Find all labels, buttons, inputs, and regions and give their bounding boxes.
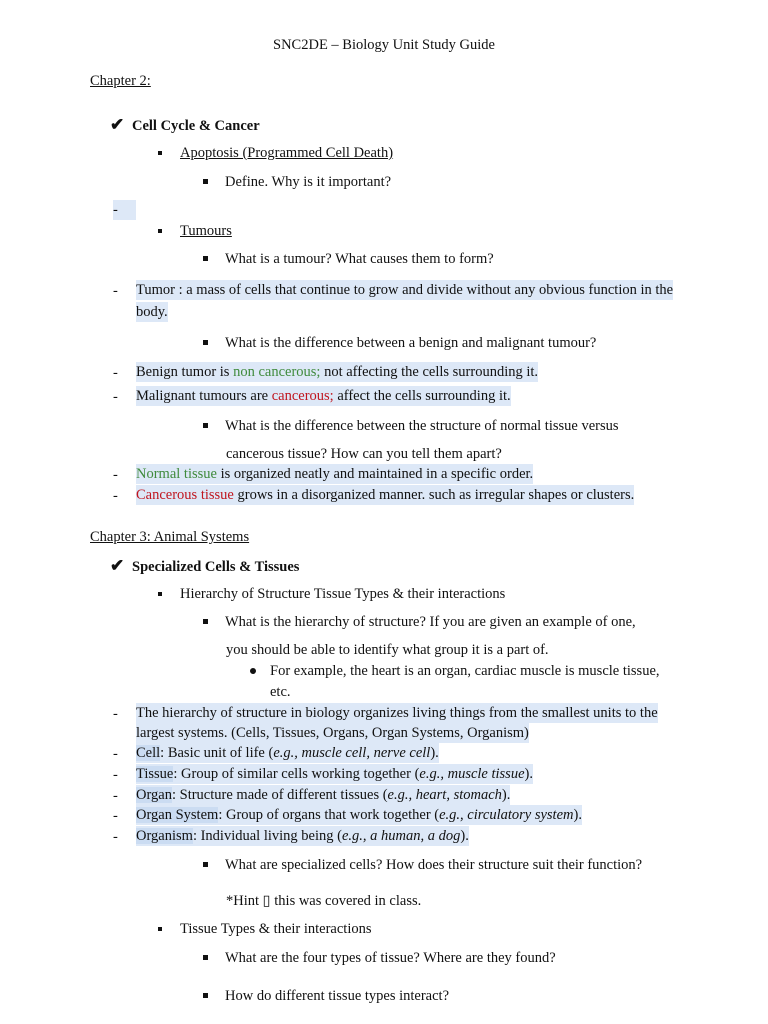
square-bullet-icon — [203, 862, 208, 867]
check-icon: ✔ — [110, 115, 125, 134]
question-text: What are the four types of tissue? Where are they found? — [225, 950, 556, 966]
square-bullet-icon — [203, 179, 208, 184]
question-text: What is the difference between the structure of normal tissue versus — [225, 418, 619, 434]
question-four-tissues — [203, 948, 556, 968]
square-bullet-icon — [203, 256, 208, 261]
square-bullet-icon — [158, 592, 162, 596]
dash-marker: - — [113, 746, 118, 762]
section-cell-cycle — [110, 115, 260, 136]
section-specialized-cells — [110, 556, 299, 577]
answer-text: is organized neatly and maintained in a specific order. — [216, 466, 534, 482]
answer-keyword: Normal tissue — [136, 466, 217, 482]
square-bullet-icon — [203, 955, 208, 960]
dash-marker: - — [113, 283, 118, 299]
question-structure — [203, 416, 619, 436]
dash-marker: - — [113, 365, 118, 381]
definition: : Basic unit of life ( — [160, 745, 274, 761]
answer-hierarchy-line1: The hierarchy of structure in biology organizes living things from the smallest units to the — [136, 705, 658, 721]
topic-label: Hierarchy of Structure Tissue Types & their interactions — [180, 586, 506, 602]
section-label: Cell Cycle & Cancer — [132, 118, 260, 134]
question-hierarchy-cont: you should be able to identify what group it is a part of. — [226, 642, 549, 658]
dash-marker: - — [113, 467, 118, 483]
term: Cell — [136, 745, 161, 761]
definition: : Group of organs that work together ( — [218, 807, 440, 823]
example-item-cont: etc. — [270, 684, 291, 700]
chapter-3-heading: Chapter 3: Animal Systems — [90, 529, 250, 545]
example: e.g., heart, stomach — [387, 787, 502, 803]
example: e.g., a human, a dog — [341, 828, 461, 844]
empty-answer-line — [113, 200, 136, 220]
question-hierarchy — [203, 612, 636, 632]
example: e.g., muscle cell, nerve cell — [273, 745, 431, 761]
dash-marker: - — [113, 829, 118, 845]
question-define — [203, 172, 391, 192]
question-text: How do different tissue types interact? — [225, 988, 450, 1004]
example-item — [250, 661, 660, 681]
dash-marker: - — [113, 706, 118, 722]
topic-apoptosis — [158, 143, 393, 163]
topic-label: Tumours — [180, 223, 232, 239]
square-bullet-icon — [158, 927, 162, 931]
square-bullet-icon — [203, 423, 208, 428]
punctuation: ). — [501, 787, 511, 803]
page-title: SNC2DE – Biology Unit Study Guide — [273, 37, 495, 53]
answer-tumor-def-line2: body. — [136, 304, 168, 320]
answer-organ — [136, 785, 510, 805]
question-text: What is the difference between a benign and malignant tumour? — [225, 335, 597, 351]
square-bullet-icon — [158, 229, 162, 233]
question-text: Define. Why is it important? — [225, 174, 392, 190]
answer-hierarchy-line2: largest systems. (Cells, Tissues, Organs, Organ Systems, Organism) — [136, 725, 529, 741]
definition: : Individual living being ( — [192, 828, 342, 844]
topic-label: Tissue Types & their interactions — [180, 921, 372, 937]
term: Tissue — [136, 766, 174, 782]
hint-text: *Hint ▯ this was covered in class. — [226, 893, 422, 909]
question-specialized-cells — [203, 855, 642, 875]
dash-marker: - — [113, 767, 118, 783]
question-benign-malignant — [203, 333, 596, 353]
dash-marker: - — [113, 488, 118, 504]
chapter-2-heading: Chapter 2: — [90, 73, 151, 89]
dash-marker: - — [113, 788, 118, 804]
definition: : Structure made of different tissues ( — [171, 787, 388, 803]
question-text: What is a tumour? What causes them to form? — [225, 251, 494, 267]
square-bullet-icon — [158, 151, 162, 155]
answer-cancerous-tissue — [136, 485, 634, 505]
section-label: Specialized Cells & Tissues — [132, 559, 300, 575]
square-bullet-icon — [203, 340, 208, 345]
answer-text: affect the cells surrounding it. — [333, 388, 511, 404]
term: Organ — [136, 787, 172, 803]
example-text: For example, the heart is an organ, cardiac muscle is muscle tissue, — [270, 663, 660, 679]
answer-keyword: non cancerous; — [233, 364, 321, 380]
term: Organism — [136, 828, 193, 844]
topic-hierarchy — [158, 584, 505, 604]
square-bullet-icon — [203, 619, 208, 624]
topic-tumours — [158, 221, 232, 241]
question-tissue-interact — [203, 986, 449, 1006]
dot-bullet-icon — [250, 668, 256, 674]
term: Organ System — [136, 807, 219, 823]
question-text: What are specialized cells? How does their structure suit their function? — [225, 857, 643, 873]
answer-keyword: Cancerous tissue — [136, 487, 234, 503]
answer-tissue — [136, 764, 533, 784]
example: e.g., circulatory system — [439, 807, 574, 823]
answer-benign — [136, 362, 538, 382]
dash-marker: - — [113, 808, 118, 824]
punctuation: ). — [430, 745, 439, 761]
question-structure-cont: cancerous tissue? How can you tell them apart? — [226, 446, 502, 462]
topic-tissue-types — [158, 919, 372, 939]
definition: : Group of similar cells working together ( — [173, 766, 420, 782]
answer-text: Malignant tumours are — [136, 388, 272, 404]
answer-organism — [136, 826, 469, 846]
topic-label: Apoptosis (Programmed Cell Death) — [180, 145, 394, 161]
punctuation: ). — [460, 828, 469, 844]
question-tumour — [203, 249, 494, 269]
answer-text: not affecting the cells surrounding it. — [320, 364, 539, 380]
answer-malignant — [136, 386, 511, 406]
answer-keyword: cancerous; — [271, 388, 334, 404]
example: e.g., muscle tissue — [419, 766, 525, 782]
answer-normal-tissue — [136, 464, 533, 484]
square-bullet-icon — [203, 993, 208, 998]
punctuation: ). — [524, 766, 533, 782]
dash-marker: - — [113, 202, 118, 218]
answer-organ-system — [136, 805, 582, 825]
dash-marker: - — [113, 389, 118, 405]
check-icon: ✔ — [110, 556, 125, 575]
answer-text: grows in a disorganized manner. such as irregular shapes or clusters. — [233, 487, 635, 503]
answer-cell — [136, 743, 439, 763]
answer-tumor-def-line1: Tumor : a mass of cells that continue to grow and divide without any obvious function in the — [136, 282, 674, 298]
punctuation: ). — [573, 807, 582, 823]
question-text: What is the hierarchy of structure? If you are given an example of one, — [225, 614, 636, 630]
answer-text: Benign tumor is — [136, 364, 234, 380]
